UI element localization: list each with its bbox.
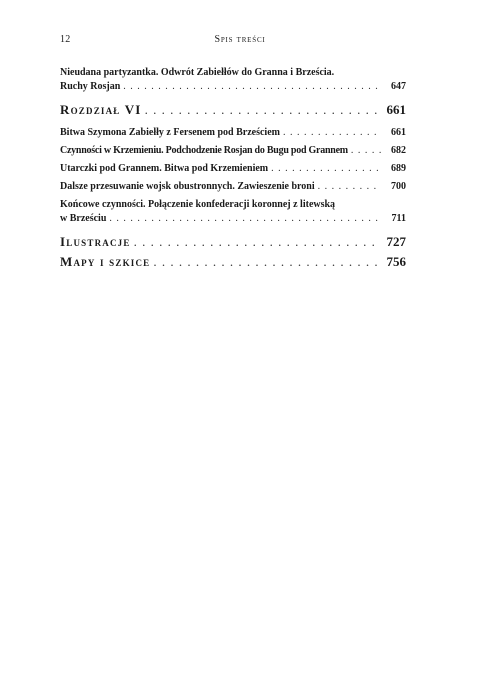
toc-entry-bitwa-pod-brzesciem xyxy=(60,126,406,140)
page-header xyxy=(60,34,420,48)
dot-leader xyxy=(153,254,381,270)
toc-chapter-6 xyxy=(60,102,406,118)
toc-entry-title: Dalsze przesuwanie wojsk obustronnych. Zawieszenie broni xyxy=(60,181,315,192)
toc-page-number: 647 xyxy=(391,81,406,92)
section-title: Ilustracje xyxy=(60,234,131,249)
dot-leader xyxy=(283,126,381,140)
toc-entry-title: Utarczki pod Grannem. Bitwa pod Krzemieniem xyxy=(60,163,269,174)
toc-page-number: 689 xyxy=(391,163,406,174)
toc-page-number: 661 xyxy=(391,127,406,138)
running-title: Spis treści xyxy=(214,34,266,45)
toc-entry-title-line2: w Brześciu xyxy=(60,213,107,224)
toc-section-mapy-i-szkice xyxy=(60,254,406,270)
dot-leader xyxy=(134,234,381,250)
dot-leader xyxy=(318,180,381,194)
toc-entry-title-line1: Końcowe czynności. Połączenie konfederacji koronnej z litewską xyxy=(60,199,336,210)
toc-entry-title: Czynności w Krzemieniu. Podchodzenie Rosjan do Bugu pod Grannem xyxy=(60,145,348,156)
dot-leader xyxy=(123,80,381,94)
toc-entry-czynnosci-w-krzemieniu xyxy=(60,144,406,158)
toc-section-ilustracje xyxy=(60,234,406,250)
dot-leader xyxy=(271,162,381,176)
chapter-title: Rozdział VI xyxy=(60,102,142,117)
dot-leader xyxy=(145,102,381,118)
toc-page-number: 661 xyxy=(386,102,406,117)
page-number: 12 xyxy=(60,34,71,45)
section-title: Mapy i szkice xyxy=(60,254,151,269)
dot-leader xyxy=(109,212,381,226)
table-of-contents xyxy=(60,66,406,270)
toc-page-number: 711 xyxy=(391,213,406,224)
dot-leader xyxy=(351,144,381,158)
toc-entry-title: Bitwa Szymona Zabiełły z Fersenem pod Brześciem xyxy=(60,127,280,138)
toc-page-number: 682 xyxy=(391,145,406,156)
toc-entry-dalsze-przesuwanie xyxy=(60,180,406,194)
toc-entry-title-line1: Nieudana partyzantka. Odwrót Zabiełłów do Granna i Brześcia. xyxy=(60,67,335,78)
toc-page-number: 756 xyxy=(386,254,406,269)
toc-entry-nieudana-partyzantka xyxy=(60,66,406,94)
toc-page-number: 700 xyxy=(391,181,406,192)
toc-entry-title-line2: Ruchy Rosjan xyxy=(60,81,121,92)
toc-entry-utarczki-pod-grannem xyxy=(60,162,406,176)
toc-entry-koncowe-czynnosci xyxy=(60,198,406,226)
toc-page-number: 727 xyxy=(386,234,406,249)
